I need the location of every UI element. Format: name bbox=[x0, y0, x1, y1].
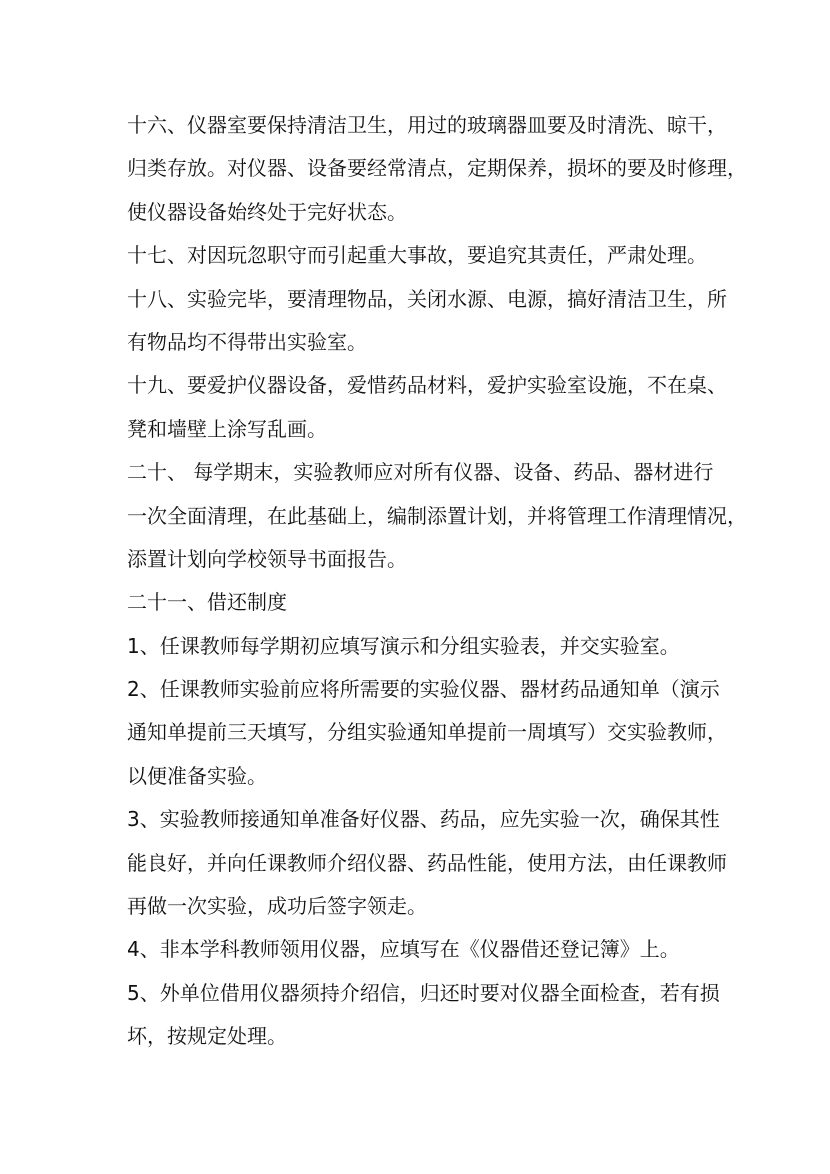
text-line: 使仪器设备始终处于完好状态。 bbox=[127, 199, 407, 224]
paragraph bbox=[127, 928, 713, 971]
text-line: 凳和墙壁上涂写乱画。 bbox=[127, 416, 327, 441]
paragraph bbox=[127, 451, 747, 581]
text-line: 通知单提前三天填写，分组实验通知单提前一周填写）交实验教师， bbox=[127, 720, 727, 745]
text-line: 有物品均不得带出实验室。 bbox=[127, 329, 367, 354]
text-line: 十六、仪器室要保持清洁卫生，用过的玻璃器皿要及时清洗、晾干， bbox=[127, 113, 727, 137]
text-line: 坏，按规定处理。 bbox=[127, 1024, 287, 1049]
text-line: 5、外单位借用仪器须持介绍信，归还时要对仪器全面检查，若有损 bbox=[127, 980, 720, 1005]
text-line: 3、实验教师接通知单准备好仪器、药品，应先实验一次，确保其性 bbox=[127, 807, 720, 832]
text-line: 再做一次实验，成功后签字领走。 bbox=[127, 894, 427, 919]
document-body bbox=[127, 104, 747, 1059]
paragraph bbox=[127, 972, 720, 1059]
text-line: 一次全面清理，在此基础上，编制添置计划，并将管理工作清理情况， bbox=[127, 503, 747, 528]
text-line: 能良好，并向任课教师介绍仪器、药品性能，使用方法，由任课教师 bbox=[127, 850, 727, 875]
paragraph bbox=[127, 104, 747, 234]
paragraph bbox=[127, 625, 713, 668]
text-line: 2、任课教师实验前应将所需要的实验仪器、器材药品通知单（演示 bbox=[127, 677, 720, 702]
text-line: 1、任课教师每学期初应填写演示和分组实验表，并交实验室。 bbox=[127, 633, 680, 658]
paragraph bbox=[127, 234, 713, 277]
text-line: 4、非本学科教师领用仪器，应填写在《仪器借还登记簿》上。 bbox=[127, 937, 680, 962]
text-line: 二十一、借还制度 bbox=[127, 590, 287, 615]
paragraph bbox=[127, 278, 727, 365]
text-line: 十七、对因玩忽职守而引起重大事故，要追究其责任，严肃处理。 bbox=[127, 243, 707, 268]
text-line: 十八、实验完毕，要清理物品，关闭水源、电源，搞好清洁卫生，所 bbox=[127, 286, 727, 311]
text-line: 十九、要爱护仪器设备，爱惜药品材料，爱护实验室设施，不在桌、 bbox=[127, 373, 727, 398]
paragraph bbox=[127, 364, 727, 451]
paragraph bbox=[127, 798, 727, 928]
paragraph bbox=[127, 668, 727, 798]
text-line: 以便准备实验。 bbox=[127, 763, 267, 788]
text-line: 归类存放。对仪器、设备要经常清点，定期保养，损坏的要及时修理， bbox=[127, 156, 747, 181]
paragraph bbox=[127, 581, 713, 624]
text-line: 二十、 每学期末，实验教师应对所有仪器、设备、药品、器材进行 bbox=[127, 460, 714, 485]
text-line: 添置计划向学校领导书面报告。 bbox=[127, 546, 407, 571]
